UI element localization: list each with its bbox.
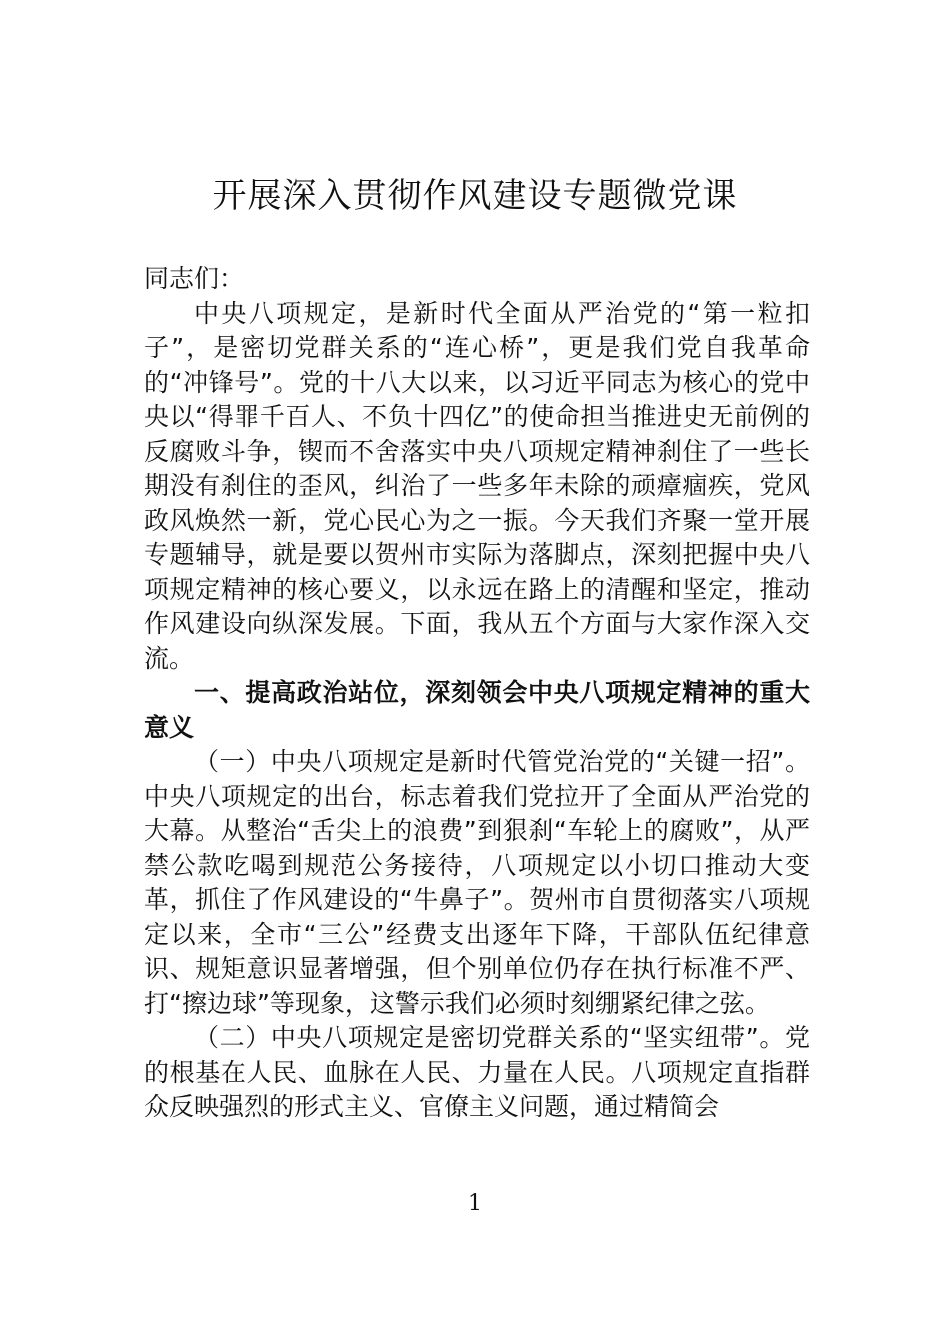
document-title: 开展深入贯彻作风建设专题微党课 bbox=[212, 176, 738, 216]
section-heading-one: 一、提高政治站位，深刻领会中央八项规定精神的重大意义 bbox=[144, 678, 810, 742]
paragraph-subsection-one: （一）中央八项规定是新时代管党治党的“关键一招”。中央八项规定的出台，标志着我们党拉开了全面从严治党的大幕。从整治“舌尖上的浪费”到狠刹“车轮上的腐败”，从严禁公款吃喝到规范公务接待，八项规定以小切口推动大变革，抓住了作风建设的“牛鼻子”。贺州市自贯彻落实八项规定以来，全市“三公”经费支出逐年下降，干部队伍纪律意识、规矩意识显著增强，但个别单位仍存在执行标准不严、打“擦边球”等现象，这警示我们必须时刻绷紧纪律之弦。 bbox=[144, 747, 810, 1018]
paragraph-subsection-two: （二）中央八项规定是密切党群关系的“坚实纽带”。党的根基在人民、血脉在人民、力量在人民。八项规定直指群众反映强烈的形式主义、官僚主义问题，通过精简会 bbox=[144, 1023, 810, 1121]
salutation: 同志们： bbox=[144, 264, 245, 293]
page-number: 1 bbox=[468, 1191, 482, 1216]
document-body bbox=[144, 262, 810, 1125]
paragraph-introduction: 中央八项规定，是新时代全面从严治党的“第一粒扣子”，是密切党群关系的“连心桥”，更是我们党自我革命的“冲锋号”。党的十八大以来，以习近平同志为核心的党中央以“得罪千百人、不负十四亿”的使命担当推进史无前例的反腐败斗争，锲而不舍落实中央八项规定精神刹住了一些长期没有刹住的歪风，纠治了一些多年未除的顽瘴痼疾，党风政风焕然一新，党心民心为之一振。今天我们齐聚一堂开展专题辅导，就是要以贺州市实际为落脚点，深刻把握中央八项规定精神的核心要义，以永远在路上的清醒和坚定，推动作风建设向纵深发展。下面，我从五个方面与大家作深入交流。 bbox=[144, 298, 810, 673]
